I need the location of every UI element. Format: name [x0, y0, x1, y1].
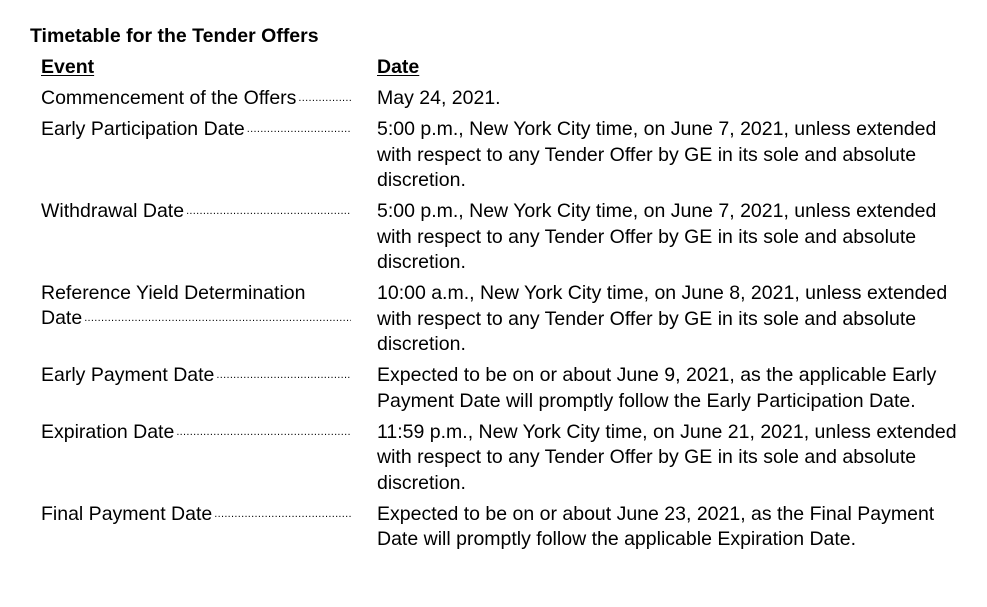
dot-leader: [186, 202, 351, 220]
date-cell: Expected to be on or about June 9, 2021, as the applicable Early Payment Date will promptly follow the Early Participation Date.: [377, 364, 937, 412]
event-cell: [41, 420, 351, 445]
event-cell: [41, 363, 351, 388]
event-cell: [41, 199, 351, 224]
page-title: Timetable for the Tender Offers: [30, 25, 319, 47]
date-cell: 5:00 p.m., New York City time, on June 7, 2021, unless extended with respect to any Tender Offer by GE in its sole and absolute discretion.: [377, 200, 937, 273]
event-cell: [41, 281, 351, 331]
event-cell: [41, 117, 351, 142]
event-label-line1: Reference Yield Determination: [41, 282, 306, 304]
event-label: Commencement of the Offers: [41, 87, 297, 109]
table-row-withdrawal: [41, 199, 961, 276]
event-label: Early Payment Date: [41, 364, 215, 386]
date-cell: May 24, 2021.: [377, 87, 501, 109]
date-cell: 10:00 a.m., New York City time, on June 8, 2021, unless extended with respect to any Tender Offer by GE in its sole and absolute discretion.: [377, 282, 948, 355]
dot-leader: [84, 309, 351, 327]
dot-leader: [298, 89, 351, 107]
date-column-header: Date: [377, 56, 420, 78]
event-label: Final Payment Date: [41, 502, 213, 525]
event-label: Withdrawal Date: [41, 200, 185, 222]
date-cell: Expected to be on or about June 23, 2021, as the Final Payment Date will promptly follow the applicable Expiration Date.: [377, 502, 935, 550]
table-row-early-participation: [41, 117, 961, 194]
event-cell: [41, 502, 351, 527]
dot-leader: [247, 120, 351, 138]
table-header-row: [41, 54, 961, 86]
table-row-expiration: [41, 420, 961, 497]
timetable: [41, 54, 961, 558]
event-cell: [41, 86, 351, 111]
event-label-line2-wrapper: [41, 306, 351, 331]
table-row-final-payment: [41, 502, 961, 553]
table-row-reference-yield: [41, 281, 961, 358]
date-cell: 11:59 p.m., New York City time, on June 21, 2021, unless extended with respect to any Tender Offer by GE in its sole and absolute discretion.: [377, 420, 957, 494]
dot-leader: [214, 505, 351, 523]
event-label: Early Participation Date: [41, 118, 245, 140]
table-row-commencement: [41, 86, 961, 112]
event-label: Expiration Date: [41, 420, 175, 443]
event-label-line2: Date: [41, 307, 83, 329]
date-cell: 5:00 p.m., New York City time, on June 7, 2021, unless extended with respect to any Tender Offer by GE in its sole and absolute discretion.: [377, 118, 937, 191]
dot-leader: [176, 423, 351, 441]
event-column-header: Event: [41, 56, 95, 78]
dot-leader: [216, 366, 351, 384]
table-row-early-payment: [41, 363, 961, 414]
